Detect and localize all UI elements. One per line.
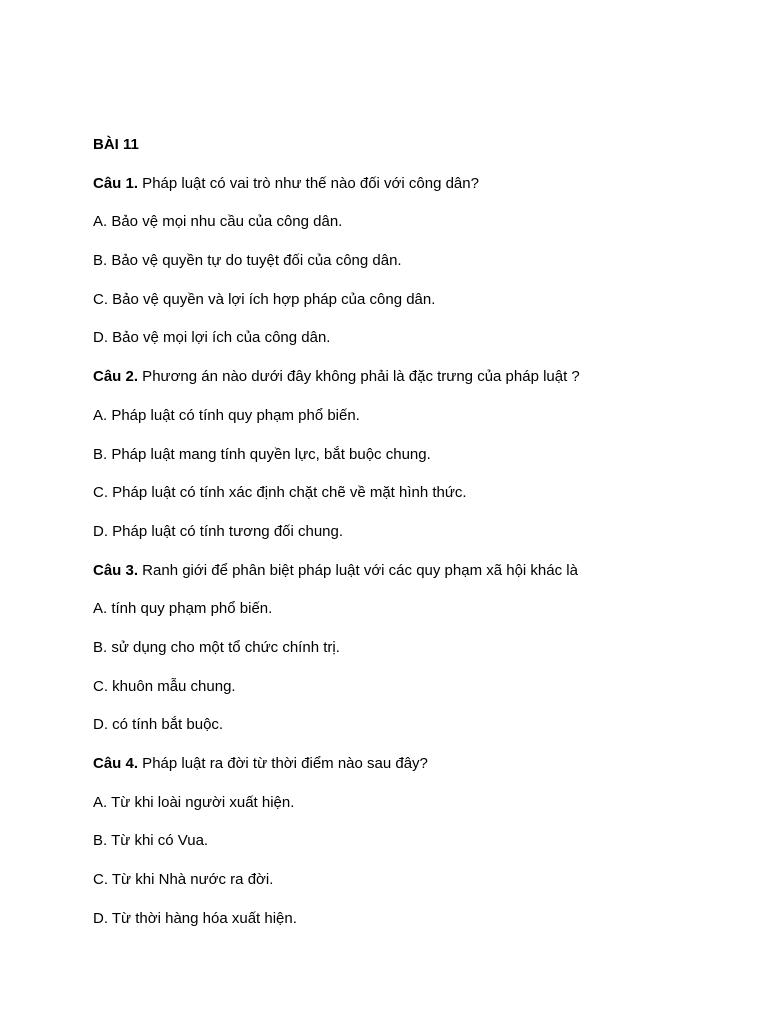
question-label: Câu 2. bbox=[93, 368, 139, 386]
answer-option: C. Từ khi Nhà nước ra đời. bbox=[93, 871, 274, 889]
answer-option: A. tính quy phạm phổ biến. bbox=[93, 600, 273, 618]
answer-option: D. Pháp luật có tính tương đối chung. bbox=[93, 522, 344, 540]
answer-option: D. Từ thời hàng hóa xuất hiện. bbox=[93, 909, 297, 927]
document-title: BÀI 11 bbox=[93, 136, 139, 153]
answer-option: C. Bảo vệ quyền và lợi ích hợp pháp của công dân. bbox=[93, 290, 436, 308]
question-label: Câu 1. bbox=[93, 174, 139, 192]
answer-option: A. Từ khi loài người xuất hiện. bbox=[93, 793, 295, 811]
answer-option: B. Bảo vệ quyền tự do tuyệt đối của công dân. bbox=[93, 252, 402, 270]
document-page bbox=[93, 136, 733, 948]
answer-option: C. Pháp luật có tính xác định chặt chẽ về mặt hình thức. bbox=[93, 484, 467, 502]
question-4 bbox=[93, 755, 733, 773]
answer-option: B. Từ khi có Vua. bbox=[93, 832, 209, 850]
answer-option: D. có tính bắt buộc. bbox=[93, 716, 224, 734]
question-label: Câu 3. bbox=[93, 561, 139, 579]
question-text: Phương án nào dưới đây không phải là đặc trưng của pháp luật ? bbox=[138, 368, 580, 386]
answer-option: A. Bảo vệ mọi nhu cầu của công dân. bbox=[93, 213, 343, 231]
answer-option: C. khuôn mẫu chung. bbox=[93, 677, 236, 695]
question-1 bbox=[93, 175, 733, 193]
question-text: Ranh giới để phân biệt pháp luật với các quy phạm xã hội khác là bbox=[138, 561, 578, 579]
answer-option: D. Bảo vệ mọi lợi ích của công dân. bbox=[93, 329, 331, 347]
answer-option: B. sử dụng cho một tổ chức chính trị. bbox=[93, 638, 340, 656]
question-2 bbox=[93, 368, 733, 386]
question-text: Pháp luật ra đời từ thời điểm nào sau đây? bbox=[138, 755, 428, 772]
answer-option: A. Pháp luật có tính quy phạm phổ biến. bbox=[93, 406, 360, 424]
question-label: Câu 4. bbox=[93, 755, 139, 772]
answer-option: B. Pháp luật mang tính quyền lực, bắt buộc chung. bbox=[93, 445, 431, 463]
question-text: Pháp luật có vai trò như thế nào đối với công dân? bbox=[138, 174, 479, 192]
question-3 bbox=[93, 562, 733, 580]
